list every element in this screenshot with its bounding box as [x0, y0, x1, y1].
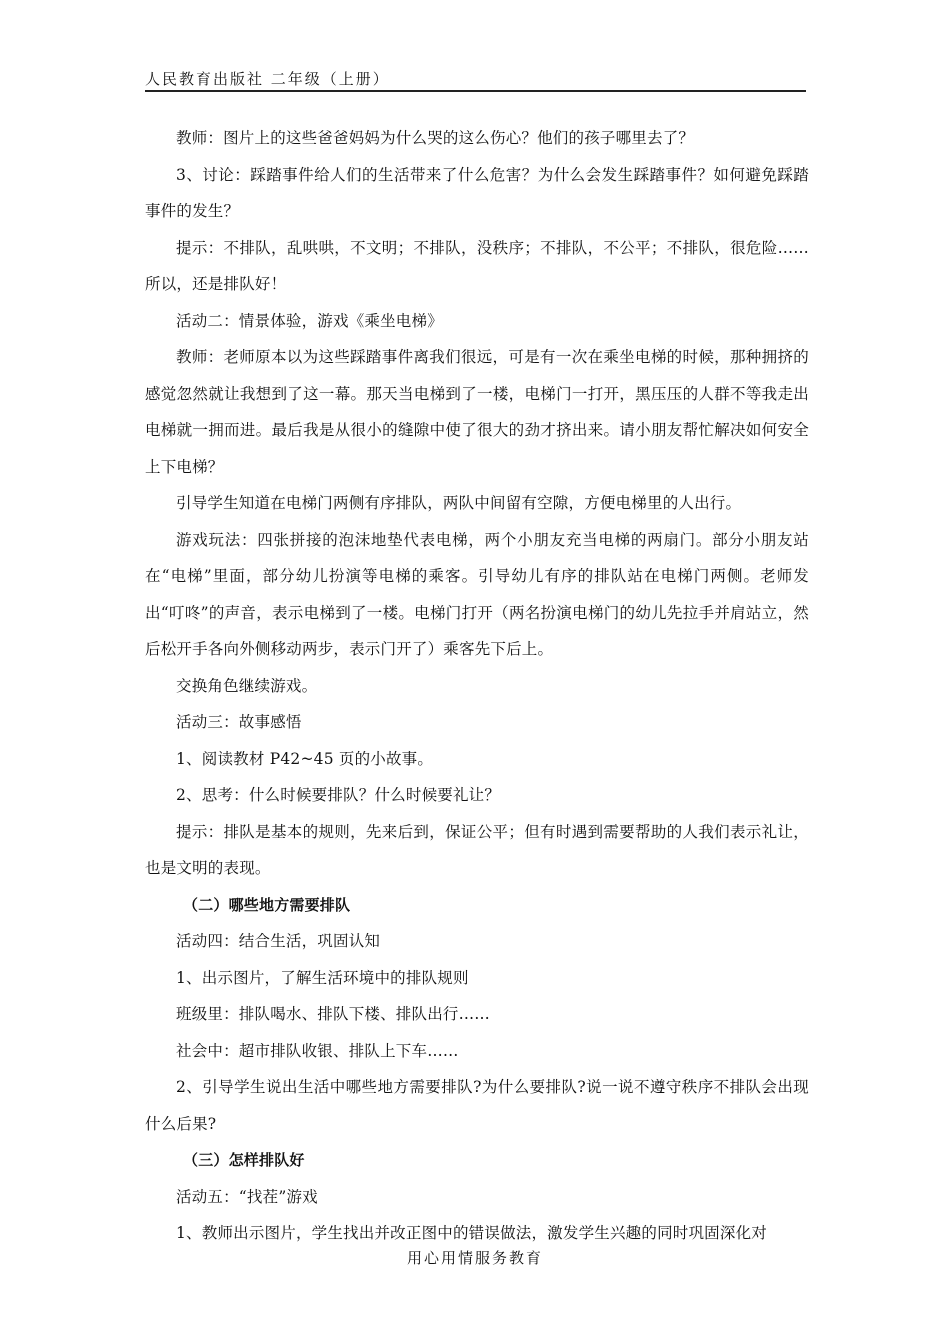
paragraph: 教师：老师原本以为这些踩踏事件离我们很远，可是有一次在乘坐电梯的时候，那种拥挤的感觉忽然就让我想到了这一幕。那天当电梯到了一楼，电梯门一打开，黑压压的人群不等我走出电梯就一拥而进。最后我是从很小的缝隙中使了很大的劲才挤出来。请小朋友帮忙解决如何安全上下电梯？: [145, 348, 809, 476]
paragraph: 1、教师出示图片，学生找出并改正图中的错误做法，激发学生兴趣的同时巩固深化对: [176, 1224, 767, 1242]
paragraph: 3、讨论：踩踏事件给人们的生活带来了什么危害？为什么会发生踩踏事件？如何避免踩踏事件的发生？: [145, 165, 809, 220]
paragraph: 活动四：结合生活，巩固认知: [176, 932, 381, 950]
paragraph: 活动五：“找茬”游戏: [176, 1187, 318, 1206]
section-heading: （三）怎样排队好: [183, 1151, 305, 1169]
page-header: [145, 66, 806, 92]
paragraph: 1、阅读教材 P42~45 页的小故事。: [176, 749, 434, 768]
paragraph: 引导学生知道在电梯门两侧有序排队，两队中间留有空隙，方便电梯里的人出行。: [176, 494, 742, 512]
document-body: [145, 120, 809, 1252]
paragraph: 1、出示图片，了解生活环境中的排队规则: [176, 968, 469, 987]
page-footer: 用心用情服务教育: [406, 1249, 543, 1267]
section-heading: （二）哪些地方需要排队: [183, 895, 351, 914]
paragraph: 提示：排队是基本的规则，先来后到，保证公平；但有时遇到需要帮助的人我们表示礼让，也是文明的表现。: [145, 822, 809, 877]
paragraph: 活动二：情景体验，游戏《乘坐电梯》: [176, 311, 443, 330]
paragraph: 2、引导学生说出生活中哪些地方需要排队?为什么要排队?说一说不遵守秩序不排队会出现什么后果?: [145, 1078, 809, 1133]
paragraph: 教师：图片上的这些爸爸妈妈为什么哭的这么伤心？他们的孩子哪里去了？: [176, 129, 695, 147]
paragraph: 活动三：故事感悟: [176, 713, 302, 731]
paragraph: 游戏玩法：四张拼接的泡沫地垫代表电梯，两个小朋友充当电梯的两扇门。部分小朋友站在“电梯”里面，部分幼儿扮演等电梯的乘客。引导幼儿有序的排队站在电梯门两侧。老师发出“叮咚”的声音，表示电梯到了一楼。电梯门打开（两名扮演电梯门的幼儿先拉手并肩站立，然后松开手各向外侧移动两步，表示门开了）乘客先下后上。: [145, 530, 809, 658]
paragraph: 2、思考：什么时候要排队？什么时候要礼让？: [176, 786, 501, 804]
paragraph: 班级里：排队喝水、排队下楼、排队出行……: [176, 1005, 491, 1023]
header-title: 人民教育出版社 二年级（上册）: [145, 70, 390, 88]
paragraph: 提示：不排队，乱哄哄，不文明；不排队，没秩序；不排队，不公平；不排队，很危险……所以，还是排队好！: [145, 238, 809, 293]
paragraph: 交换角色继续游戏。: [176, 676, 318, 695]
paragraph: 社会中：超市排队收银、排队上下车……: [176, 1041, 459, 1060]
